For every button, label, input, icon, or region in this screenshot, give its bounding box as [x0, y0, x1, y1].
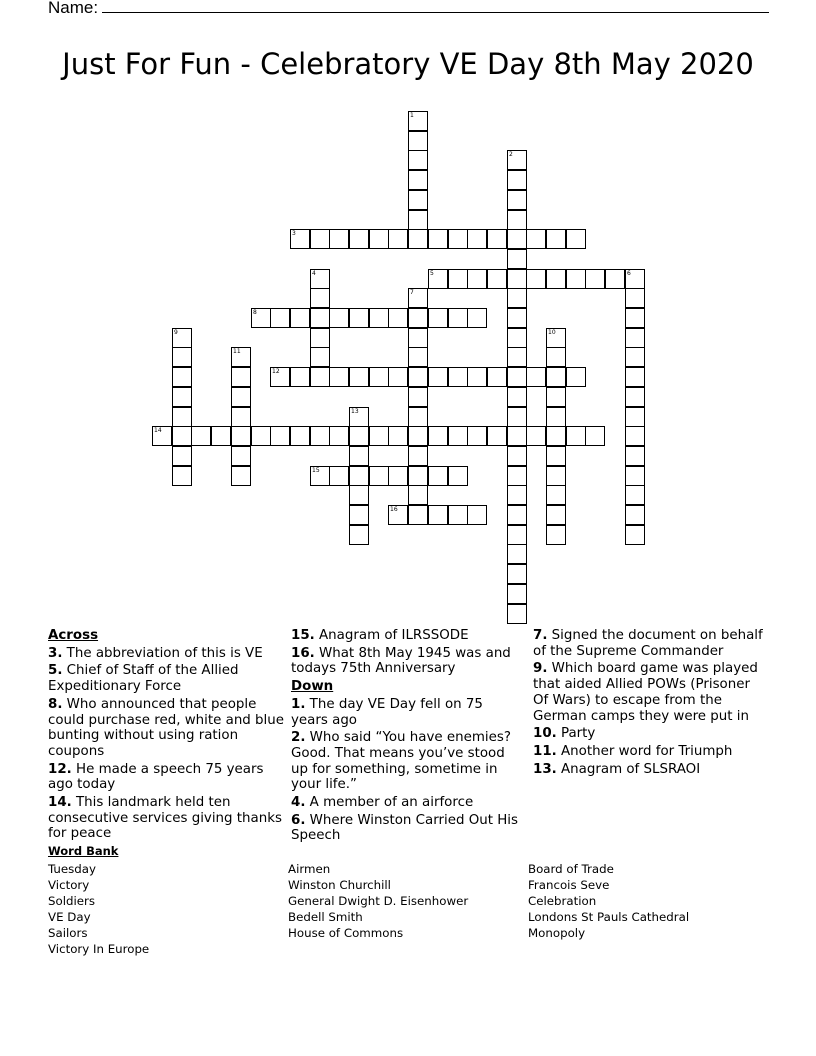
crossword-cell[interactable]: [310, 426, 330, 446]
word-bank-column-3: [528, 861, 689, 941]
crossword-cell[interactable]: [625, 407, 645, 427]
crossword-cell[interactable]: [369, 426, 389, 446]
crossword-cell[interactable]: [507, 150, 527, 170]
clue-number-label: 10: [548, 329, 556, 336]
crossword-cell[interactable]: [448, 308, 468, 328]
word-bank-heading: Word Bank: [48, 844, 119, 858]
crossword-cell[interactable]: [172, 328, 192, 348]
crossword-cell[interactable]: [408, 288, 428, 308]
clue-number: 13.: [533, 761, 557, 777]
crossword-cell[interactable]: [546, 525, 566, 545]
crossword-cell[interactable]: [408, 150, 428, 170]
crossword-cell[interactable]: [566, 269, 586, 289]
crossword-cell[interactable]: [152, 426, 172, 446]
clue-text: Anagram of SLSRAOI: [561, 761, 701, 777]
clue-item: [291, 697, 519, 728]
crossword-cell[interactable]: [408, 210, 428, 230]
clue-text: Another word for Triumph: [561, 743, 733, 759]
crossword-cell[interactable]: [349, 466, 369, 486]
clue-number-label: 8: [253, 309, 257, 316]
crossword-cell[interactable]: [270, 426, 290, 446]
crossword-cell[interactable]: [231, 407, 251, 427]
crossword-cell[interactable]: [428, 229, 448, 249]
crossword-cell[interactable]: [507, 308, 527, 328]
crossword-cell[interactable]: [625, 426, 645, 446]
crossword-cell[interactable]: [329, 367, 349, 387]
crossword-cell[interactable]: [526, 367, 546, 387]
crossword-cell[interactable]: [349, 426, 369, 446]
word-bank-item: Monopoly: [528, 926, 586, 940]
crossword-cell[interactable]: [507, 544, 527, 564]
clue-number: 5.: [48, 663, 63, 679]
clue-number: 9.: [533, 661, 548, 677]
clue-number-label: 4: [312, 270, 316, 277]
crossword-cell[interactable]: [270, 308, 290, 328]
crossword-cell[interactable]: [487, 269, 507, 289]
clue-text: Signed the document on behalf of the Supreme Commander: [533, 628, 763, 659]
crossword-cell[interactable]: [546, 229, 566, 249]
clue-text: Which board game was played that aided Allied POWs (Prisoner Of Wars) to escape from the German camps they were put in: [533, 661, 758, 724]
crossword-cell[interactable]: [487, 426, 507, 446]
clue-number: 15.: [291, 628, 315, 643]
clue-number-label: 9: [174, 329, 178, 336]
word-bank-item: Soldiers: [48, 894, 96, 908]
clue-text: Who said “You have enemies? Good. That means you’ve stood up for something, sometime in your life.”: [291, 730, 511, 793]
crossword-cell[interactable]: [428, 426, 448, 446]
crossword-cell[interactable]: [408, 387, 428, 407]
crossword-cell[interactable]: [546, 269, 566, 289]
clue-number: 10.: [533, 726, 557, 742]
crossword-cell[interactable]: [310, 308, 330, 328]
crossword-cell[interactable]: [546, 485, 566, 505]
clue-text: The abbreviation of this is VE: [66, 645, 263, 661]
crossword-cell[interactable]: [507, 210, 527, 230]
crossword-cell[interactable]: [231, 347, 251, 367]
clue-number-label: 2: [509, 151, 513, 158]
crossword-cell[interactable]: [408, 308, 428, 328]
crossword-cell[interactable]: [507, 190, 527, 210]
clue-number-label: 6: [627, 270, 631, 277]
crossword-cell[interactable]: [369, 367, 389, 387]
word-bank-item: Londons St Pauls Cathedral: [528, 910, 690, 924]
crossword-cell[interactable]: [487, 229, 507, 249]
crossword-cell[interactable]: [625, 367, 645, 387]
crossword-cell[interactable]: [408, 229, 428, 249]
crossword-cell[interactable]: [448, 269, 468, 289]
clue-number-label: 15: [312, 467, 320, 474]
clue-number: 2.: [291, 730, 306, 746]
crossword-cell[interactable]: [625, 466, 645, 486]
word-bank-item: Francois Seve: [528, 878, 610, 892]
crossword-cell[interactable]: [605, 269, 625, 289]
word-bank-item: Airmen: [288, 862, 331, 876]
clue-item: [533, 661, 769, 724]
crossword-cell[interactable]: [467, 229, 487, 249]
crossword-cell[interactable]: [172, 387, 192, 407]
word-bank-item: VE Day: [48, 910, 91, 924]
clue-item: [533, 744, 769, 760]
crossword-cell[interactable]: [290, 367, 310, 387]
crossword-cell[interactable]: [388, 229, 408, 249]
crossword-cell[interactable]: [546, 347, 566, 367]
crossword-cell[interactable]: [290, 426, 310, 446]
clue-number: 3.: [48, 645, 63, 661]
crossword-cell[interactable]: [349, 525, 369, 545]
clues-column-1: [48, 628, 284, 844]
word-bank-item: Board of Trade: [528, 862, 614, 876]
clue-text: Who announced that people could purchase red, white and blue bunting without using ration coupons: [48, 696, 285, 759]
clue-number-label: 7: [410, 289, 414, 296]
crossword-cell[interactable]: [507, 485, 527, 505]
crossword-cell[interactable]: [566, 229, 586, 249]
crossword-cell[interactable]: [526, 229, 546, 249]
crossword-cell[interactable]: [546, 387, 566, 407]
crossword-cell[interactable]: [625, 505, 645, 525]
crossword-cell[interactable]: [349, 446, 369, 466]
word-bank-item: Bedell Smith: [288, 910, 363, 924]
crossword-cell[interactable]: [408, 367, 428, 387]
clue-item: [533, 762, 769, 778]
clue-item: [291, 646, 519, 677]
name-label: Name:: [48, 0, 99, 17]
clue-item: [48, 795, 284, 842]
crossword-cell[interactable]: [408, 505, 428, 525]
crossword-cell[interactable]: [507, 229, 527, 249]
crossword-cell[interactable]: [448, 229, 468, 249]
crossword-cell[interactable]: [310, 328, 330, 348]
crossword-cell[interactable]: [625, 387, 645, 407]
clue-item: [291, 730, 519, 793]
crossword-cell[interactable]: [566, 367, 586, 387]
crossword-cell[interactable]: [428, 505, 448, 525]
clue-number: 4.: [291, 795, 306, 811]
clue-text: Chief of Staff of the Allied Expeditionary Force: [48, 663, 239, 695]
crossword-cell[interactable]: [448, 505, 468, 525]
clue-number-label: 12: [272, 368, 280, 375]
crossword-cell[interactable]: [625, 269, 645, 289]
clue-number: 1.: [291, 696, 306, 712]
crossword-cell[interactable]: [231, 426, 251, 446]
crossword-cell[interactable]: [172, 347, 192, 367]
crossword-cell[interactable]: [625, 485, 645, 505]
crossword-cell[interactable]: [625, 328, 645, 348]
crossword-cell[interactable]: [448, 466, 468, 486]
crossword-cell[interactable]: [507, 328, 527, 348]
crossword-cell[interactable]: [329, 229, 349, 249]
crossword-cell[interactable]: [467, 367, 487, 387]
crossword-cell[interactable]: [507, 249, 527, 269]
clue-item: [291, 628, 519, 644]
clue-text: A member of an airforce: [309, 795, 474, 811]
crossword-cell[interactable]: [388, 505, 408, 525]
crossword-cell[interactable]: [467, 308, 487, 328]
word-bank-item: General Dwight D. Eisenhower: [288, 894, 469, 908]
clue-number: 16.: [291, 645, 315, 661]
word-bank-item: Victory: [48, 878, 90, 892]
crossword-cell[interactable]: [310, 466, 330, 486]
clue-text: Anagram of ILRSSODE: [319, 628, 469, 643]
crossword-cell[interactable]: [507, 564, 527, 584]
crossword-cell[interactable]: [546, 367, 566, 387]
crossword-cell[interactable]: [507, 584, 527, 604]
crossword-cell[interactable]: [172, 407, 192, 427]
clues-column-3: [533, 628, 769, 779]
crossword-cell[interactable]: [507, 505, 527, 525]
word-bank-column-2: [288, 861, 468, 941]
crossword-cell[interactable]: [507, 446, 527, 466]
crossword-cell[interactable]: [408, 131, 428, 151]
crossword-cell[interactable]: [507, 466, 527, 486]
crossword-cell[interactable]: [507, 426, 527, 446]
crossword-cell[interactable]: [408, 347, 428, 367]
crossword-cell[interactable]: [349, 229, 369, 249]
crossword-cell[interactable]: [507, 387, 527, 407]
crossword-cell[interactable]: [625, 347, 645, 367]
word-bank-item: House of Commons: [288, 926, 404, 940]
clue-item: [291, 813, 519, 844]
clue-number-label: 1: [410, 112, 414, 119]
word-bank-item: Celebration: [528, 894, 597, 908]
clue-item: [533, 628, 769, 659]
clue-number-label: 14: [154, 427, 162, 434]
word-bank-column-1: [48, 861, 149, 957]
clue-number-label: 16: [390, 506, 398, 513]
crossword-cell[interactable]: [585, 426, 605, 446]
crossword-cell[interactable]: [507, 407, 527, 427]
crossword-cell[interactable]: [467, 505, 487, 525]
crossword-cell[interactable]: [388, 308, 408, 328]
crossword-cell[interactable]: [191, 426, 211, 446]
crossword-cell[interactable]: [369, 229, 389, 249]
crossword-cell[interactable]: [467, 269, 487, 289]
crossword-cell[interactable]: [388, 466, 408, 486]
crossword-cell[interactable]: [585, 269, 605, 289]
crossword-cell[interactable]: [428, 367, 448, 387]
crossword-cell[interactable]: [448, 367, 468, 387]
clue-item: [291, 795, 519, 811]
crossword-cell[interactable]: [369, 308, 389, 328]
crossword-cell[interactable]: [388, 426, 408, 446]
crossword-cell[interactable]: [526, 426, 546, 446]
crossword-cell[interactable]: [526, 269, 546, 289]
crossword-cell[interactable]: [231, 387, 251, 407]
page-title: Just For Fun - Celebratory VE Day 8th May 2020: [62, 47, 754, 81]
crossword-cell[interactable]: [310, 367, 330, 387]
crossword-cell[interactable]: [172, 446, 192, 466]
crossword-cell[interactable]: [487, 367, 507, 387]
crossword-cell[interactable]: [507, 170, 527, 190]
crossword-cell[interactable]: [349, 407, 369, 427]
crossword-cell[interactable]: [546, 407, 566, 427]
crossword-cell[interactable]: [251, 426, 271, 446]
clue-number: 6.: [291, 812, 306, 828]
crossword-cell[interactable]: [349, 505, 369, 525]
clues-column-2: [291, 628, 519, 846]
crossword-cell[interactable]: [546, 466, 566, 486]
clue-number-label: 11: [233, 348, 241, 355]
crossword-cell[interactable]: [408, 328, 428, 348]
clue-number: 8.: [48, 696, 63, 712]
clue-number: 7.: [533, 628, 548, 643]
crossword-cell[interactable]: [172, 466, 192, 486]
crossword-cell[interactable]: [625, 525, 645, 545]
clue-item: [48, 663, 284, 694]
clue-section-heading: Across: [48, 628, 99, 643]
clue-item: [533, 726, 769, 742]
crossword-cell[interactable]: [625, 446, 645, 466]
crossword-cell[interactable]: [546, 426, 566, 446]
crossword-cell[interactable]: [408, 466, 428, 486]
crossword-cell[interactable]: [290, 229, 310, 249]
crossword-cell[interactable]: [408, 407, 428, 427]
crossword-cell[interactable]: [625, 288, 645, 308]
crossword-cell[interactable]: [172, 367, 192, 387]
crossword-cell[interactable]: [251, 308, 271, 328]
crossword-cell[interactable]: [388, 367, 408, 387]
crossword-cell[interactable]: [546, 328, 566, 348]
clue-text: He made a speech 75 years ago today: [48, 761, 264, 793]
clue-number-label: 5: [430, 270, 434, 277]
clue-number: 12.: [48, 761, 72, 777]
word-bank-item: Victory In Europe: [48, 942, 150, 956]
crossword-cell[interactable]: [211, 426, 231, 446]
crossword-cell[interactable]: [507, 604, 527, 624]
clue-text: The day VE Day fell on 75 years ago: [291, 696, 483, 728]
clue-text: This landmark held ten consecutive services giving thanks for peace: [48, 795, 282, 842]
crossword-cell[interactable]: [428, 308, 448, 328]
crossword-cell[interactable]: [546, 505, 566, 525]
crossword-cell[interactable]: [290, 308, 310, 328]
clue-text: Where Winston Carried Out His Speech: [291, 812, 519, 844]
crossword-cell[interactable]: [467, 426, 487, 446]
crossword-cell[interactable]: [448, 426, 468, 446]
crossword-cell[interactable]: [329, 426, 349, 446]
crossword-cell[interactable]: [428, 269, 448, 289]
clue-number-label: 13: [351, 408, 359, 415]
word-bank-item: Sailors: [48, 926, 88, 940]
crossword-cell[interactable]: [507, 367, 527, 387]
crossword-cell[interactable]: [566, 426, 586, 446]
crossword-cell[interactable]: [270, 367, 290, 387]
crossword-cell[interactable]: [625, 308, 645, 328]
clue-number: 14.: [48, 795, 72, 811]
clue-number: 11.: [533, 743, 557, 759]
crossword-cell[interactable]: [349, 308, 369, 328]
crossword-cell[interactable]: [329, 466, 349, 486]
crossword-cell[interactable]: [231, 367, 251, 387]
clue-text: Party: [561, 726, 596, 742]
crossword-cell[interactable]: [172, 426, 192, 446]
crossword-cell[interactable]: [329, 308, 349, 328]
word-bank-item: Winston Churchill: [288, 878, 391, 892]
clue-item: [48, 646, 284, 662]
clue-item: [48, 762, 284, 793]
crossword-cell[interactable]: [310, 288, 330, 308]
crossword-cell[interactable]: [507, 347, 527, 367]
crossword-cell[interactable]: [408, 170, 428, 190]
crossword-cell[interactable]: [428, 466, 448, 486]
clue-text: What 8th May 1945 was and todays 75th Anniversary: [291, 645, 511, 677]
clue-item: [48, 697, 284, 760]
crossword-cell[interactable]: [408, 111, 428, 131]
crossword-cell[interactable]: [408, 190, 428, 210]
crossword-cell[interactable]: [231, 466, 251, 486]
crossword-cell[interactable]: [231, 446, 251, 466]
clue-section-heading: Down: [291, 679, 334, 695]
crossword-cell[interactable]: [507, 269, 527, 289]
crossword-cell[interactable]: [408, 485, 428, 505]
word-bank-item: Tuesday: [48, 862, 96, 876]
crossword-cell[interactable]: [408, 446, 428, 466]
clue-number-label: 3: [292, 230, 296, 237]
crossword-cell[interactable]: [349, 367, 369, 387]
crossword-cell[interactable]: [546, 446, 566, 466]
crossword-cell[interactable]: [507, 525, 527, 545]
crossword-cell[interactable]: [369, 466, 389, 486]
crossword-cell[interactable]: [408, 426, 428, 446]
crossword-cell[interactable]: [310, 229, 330, 249]
crossword-cell[interactable]: [310, 347, 330, 367]
crossword-cell[interactable]: [349, 485, 369, 505]
crossword-cell[interactable]: [507, 288, 527, 308]
crossword-cell[interactable]: [310, 269, 330, 289]
